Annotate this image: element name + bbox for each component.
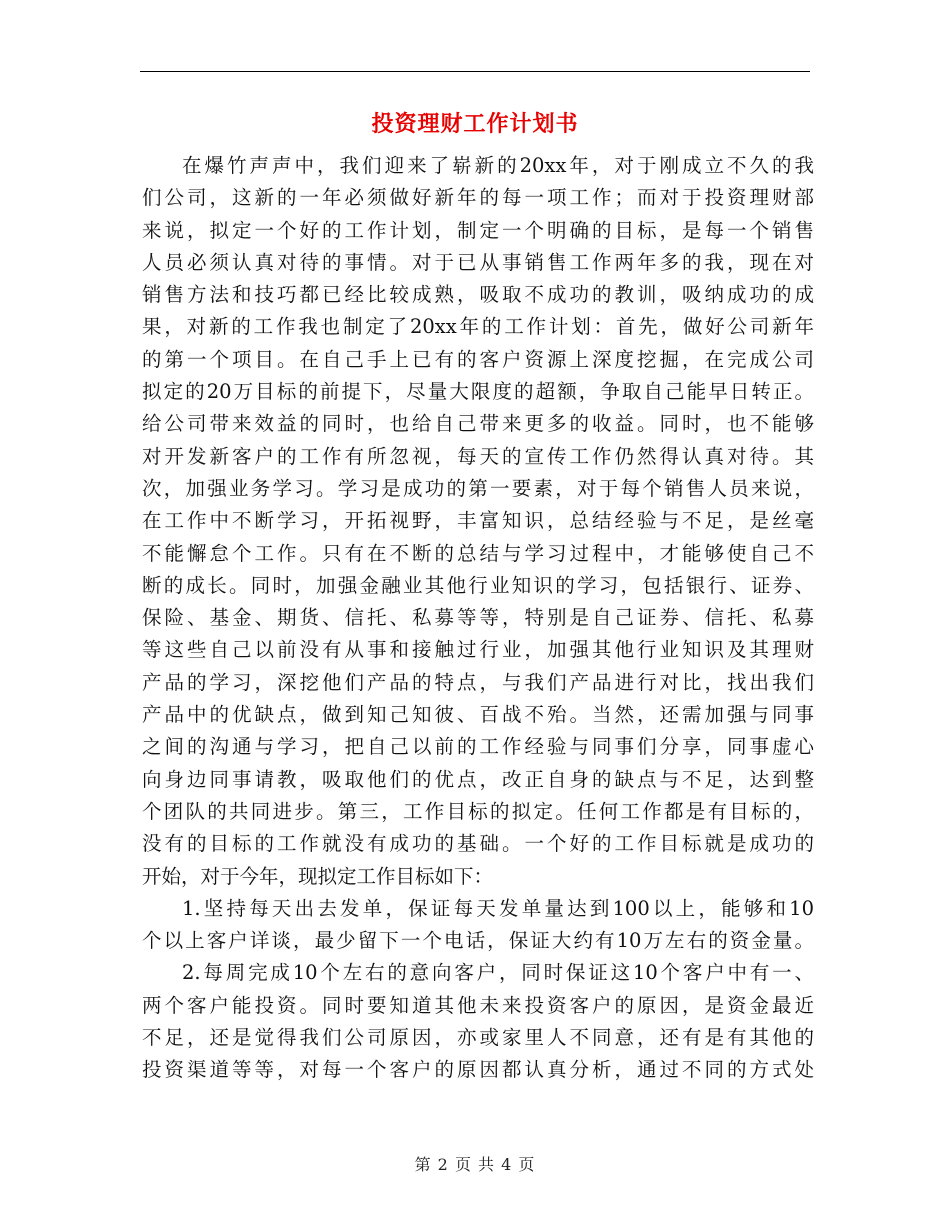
body-line: 的第一个项目。在自己手上已有的客户资源上深度挖掘，在完成公司 bbox=[142, 347, 814, 371]
body-line: 拟定的20万目标的前提下，尽量大限度的超额，争取自己能早日转正。 bbox=[142, 380, 814, 404]
body-line: 果，对新的工作我也制定了20xx年的工作计划：首先，做好公司新年 bbox=[142, 315, 814, 339]
body-line: 人员必须认真对待的事情。对于已从事销售工作两年多的我，现在对 bbox=[142, 250, 814, 274]
body-line: 次，加强业务学习。学习是成功的第一要素，对于每个销售人员来说， bbox=[142, 476, 814, 500]
body-line: 之间的沟通与学习，把自己以前的工作经验与同事们分享，同事虚心 bbox=[142, 735, 814, 759]
page-number-footer: 第 2 页 共 4 页 bbox=[414, 1155, 536, 1174]
header-rule bbox=[140, 71, 810, 72]
body-line: 产品中的优缺点，做到知己知彼、百战不殆。当然，还需加强与同事 bbox=[142, 703, 814, 727]
body-line: 来说，拟定一个好的工作计划，制定一个明确的目标，是每一个销售 bbox=[142, 218, 814, 242]
body-line: 开始，对于今年，现拟定工作目标如下： bbox=[142, 864, 494, 888]
document-body bbox=[142, 150, 814, 1087]
list-item-2-line: 两个客户能投资。同时要知道其他未来投资客户的原因，是资金最近 bbox=[142, 993, 814, 1017]
document-title: 投资理财工作计划书 bbox=[371, 112, 579, 137]
body-line: 给公司带来效益的同时，也给自己带来更多的收益。同时，也不能够 bbox=[142, 412, 814, 436]
body-line: 在工作中不断学习，开拓视野，丰富知识，总结经验与不足，是丝毫 bbox=[142, 509, 814, 533]
body-line: 个团队的共同进步。第三，工作目标的拟定。任何工作都是有目标的， bbox=[142, 799, 814, 823]
list-item-1-line: 1.坚持每天出去发单，保证每天发单量达到100以上，能够和10 bbox=[182, 896, 814, 920]
body-line: 产品的学习，深挖他们产品的特点，与我们产品进行对比，找出我们 bbox=[142, 670, 814, 694]
list-item-2-line: 投资渠道等等，对每一个客户的原因都认真分析，通过不同的方式处 bbox=[142, 1058, 814, 1082]
body-line: 断的成长。同时，加强金融业其他行业知识的学习，包括银行、证券、 bbox=[142, 573, 814, 597]
body-line: 在爆竹声声中，我们迎来了崭新的20xx年，对于刚成立不久的我 bbox=[182, 154, 814, 177]
list-item-1-line: 个以上客户详谈，最少留下一个电话，保证大约有10万左右的资金量。 bbox=[142, 929, 814, 953]
body-line: 对开发新客户的工作有所忽视，每天的宣传工作仍然得认真对待。其 bbox=[142, 444, 814, 468]
body-line: 向身边同事请教，吸取他们的优点，改正自身的缺点与不足，达到整 bbox=[142, 767, 814, 791]
list-item-2-line: 2.每周完成10个左右的意向客户，同时保证这10个客户中有一、 bbox=[182, 961, 814, 985]
body-line: 保险、基金、期货、信托、私募等等，特别是自己证券、信托、私募 bbox=[142, 606, 814, 630]
body-line: 们公司，这新的一年必须做好新年的每一项工作；而对于投资理财部 bbox=[142, 186, 814, 210]
list-item-2-line: 不足，还是觉得我们公司原因，亦或家里人不同意，还有是有其他的 bbox=[142, 1026, 814, 1050]
body-line: 销售方法和技巧都已经比较成熟，吸取不成功的教训，吸纳成功的成 bbox=[142, 283, 814, 307]
body-line: 等这些自己以前没有从事和接触过行业，加强其他行业知识及其理财 bbox=[142, 638, 814, 662]
body-line: 没有的目标的工作就没有成功的基础。一个好的工作目标就是成功的 bbox=[142, 832, 814, 856]
body-line: 不能懈怠个工作。只有在不断的总结与学习过程中，才能够使自己不 bbox=[142, 541, 814, 565]
